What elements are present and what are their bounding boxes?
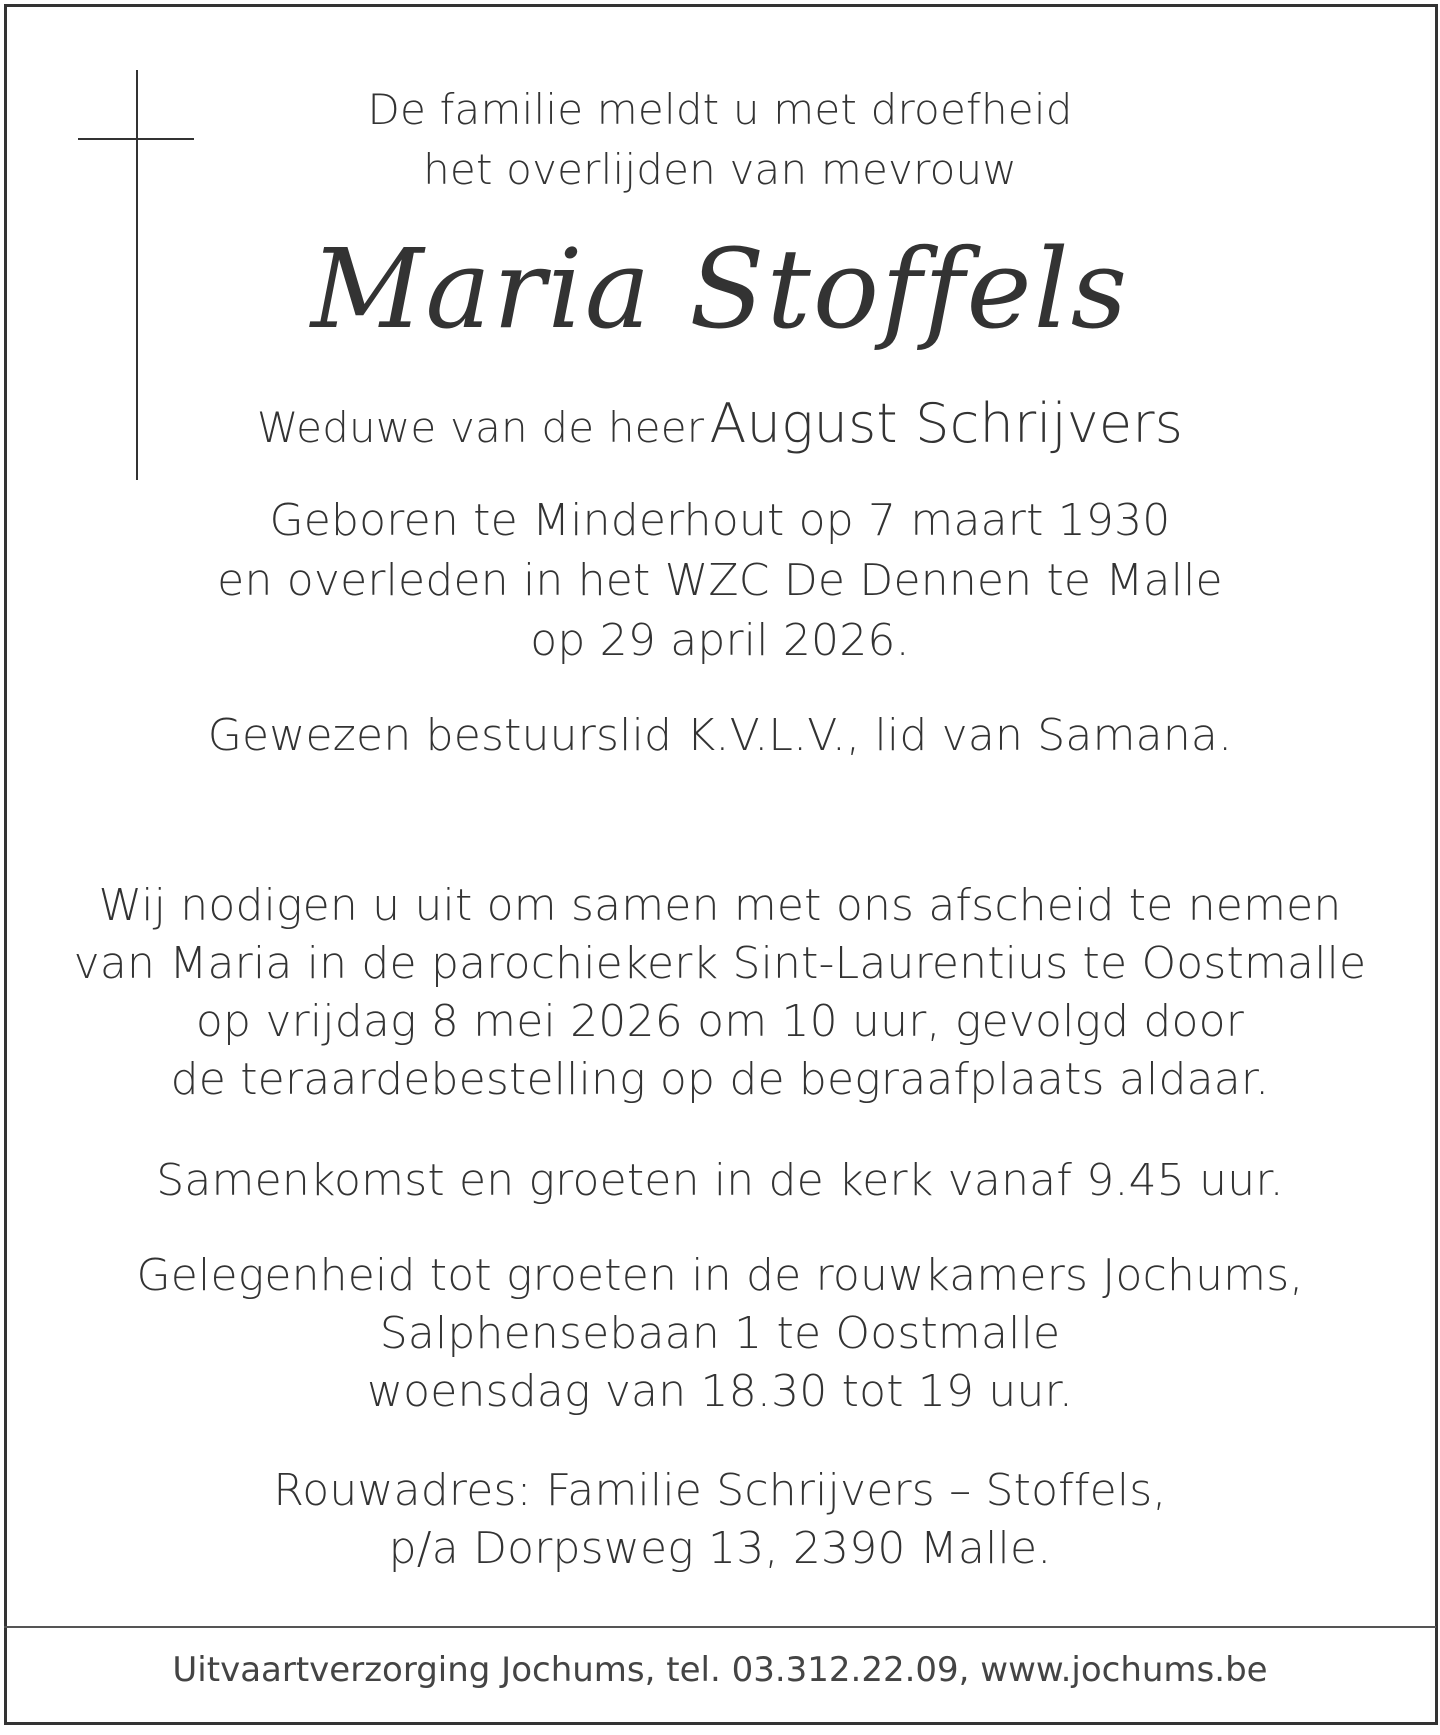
invitation-line-3: op vrijdag 8 mei 2026 om 10 uur, gevolgd door — [195, 996, 1245, 1047]
invitation-line-4: de teraardebestelling op de begraafplaats aldaar. — [170, 1054, 1270, 1105]
footer-funeral-home: Uitvaartverzorging Jochums, tel. 03.312.22.09, www.jochums.be — [172, 1650, 1268, 1690]
invitation-line-1: Wij nodigen u uit om samen met ons afscheid te nemen — [98, 880, 1342, 931]
viewing-line-1: Gelegenheid tot groeten in de rouwkamers Jochums, — [136, 1250, 1304, 1301]
viewing-line-2: Salphensebaan 1 te Oostmalle — [379, 1308, 1061, 1359]
widow-prefix: Weduwe van de heer — [256, 403, 705, 452]
intro-line-2: het overlijden van mevrouw — [423, 145, 1017, 194]
birth-line-2: en overleden in het WZC De Dennen te Malle — [217, 555, 1223, 606]
gathering-line: Samenkomst en groeten in de kerk vanaf 9.45 uur. — [156, 1155, 1284, 1206]
widow-name: August Schrijvers — [709, 392, 1184, 455]
viewing-line-3: woensdag van 18.30 tot 19 uur. — [366, 1366, 1074, 1417]
deceased-name: Maria Stoffels — [310, 225, 1130, 353]
address-line-1: Rouwadres: Familie Schrijvers – Stoffels, — [273, 1465, 1167, 1516]
birth-line-1: Geboren te Minderhout op 7 maart 1930 — [269, 495, 1171, 546]
membership-line: Gewezen bestuurslid K.V.L.V., lid van Samana. — [207, 710, 1233, 761]
footer-divider — [4, 1626, 1436, 1628]
address-line-2: p/a Dorpsweg 13, 2390 Malle. — [388, 1523, 1052, 1574]
intro-line-1: De familie meldt u met droefheid — [367, 85, 1073, 134]
widow-line — [0, 392, 1440, 455]
birth-line-3: op 29 april 2026. — [530, 615, 910, 666]
invitation-line-2: van Maria in de parochiekerk Sint-Laurentius te Oostmalle — [73, 938, 1367, 989]
